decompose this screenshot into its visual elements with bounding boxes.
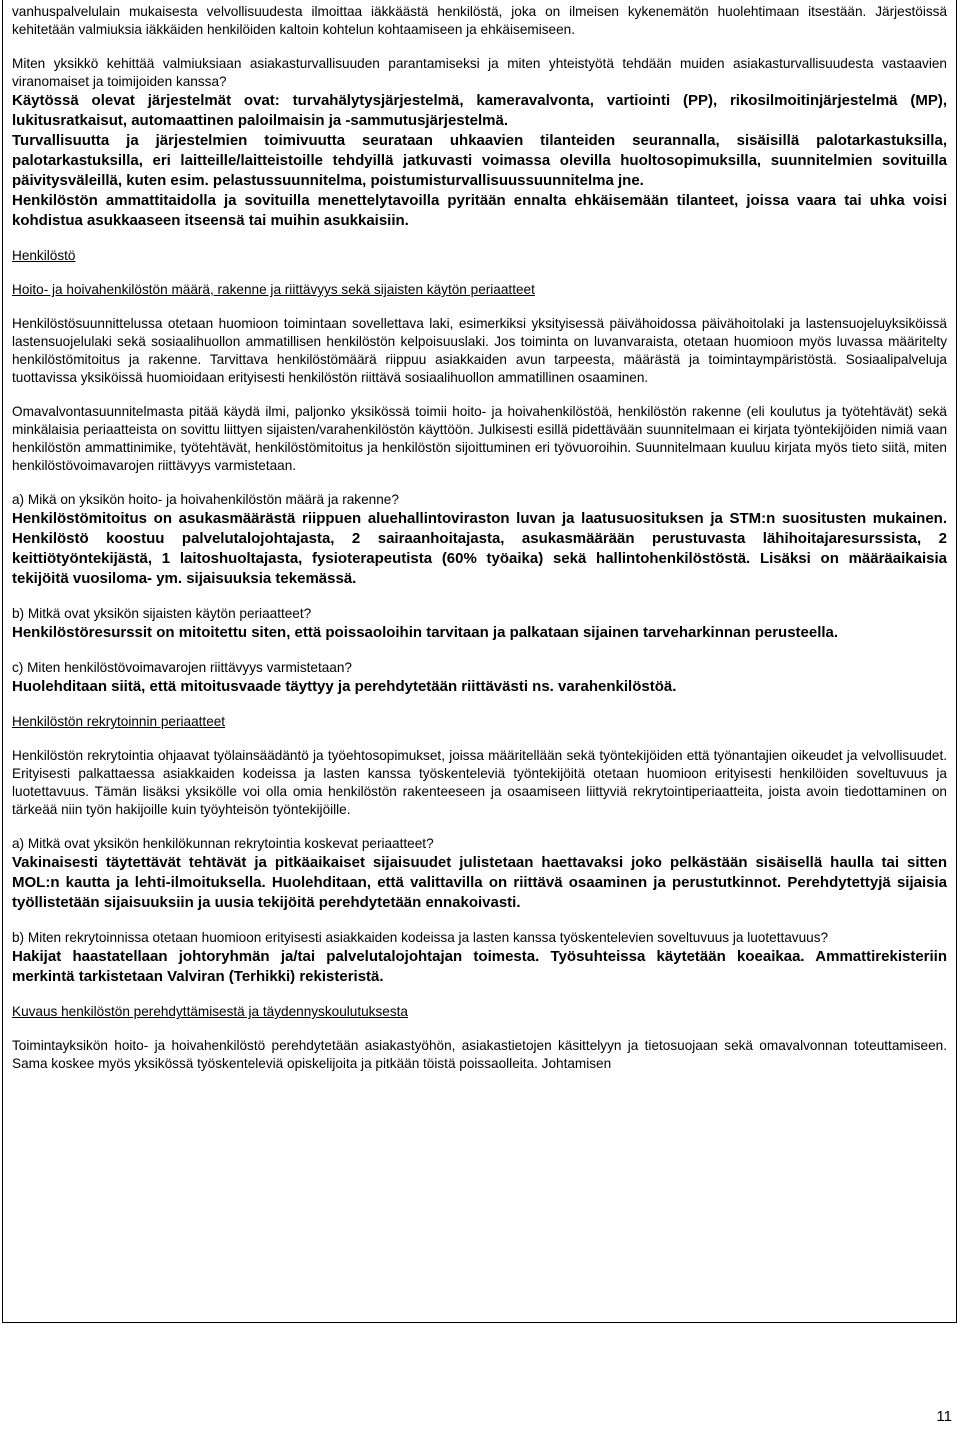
page-frame <box>2 0 957 1323</box>
question-b-substitutes: b) Mitkä ovat yksikön sijaisten käytön periaatteet? <box>12 606 312 621</box>
staff-planning-paragraph: Henkilöstösuunnittelussa otetaan huomioon toimintaan sovellettava laki, esimerkiksi yksityisessä päivähoidossa päivähoitolaki ja lastensuojeluyksiköissä lastensuojelulaki sekä sosiaalihuollon ammatillisen henkilöstön kelpoisuuslaki. Jos toiminta on luvanvaraista, otetaan huomioon myös luvassa määritelty henkilöstömitoitus ja rakenne. Tarvittava henkilöstömäärä riippuu asiakkaiden avun tarpeesta, määrästä ja toimintaympäristöstä. Sosiaalipalveluja tuottavissa yksiköissä huomioidaan erityisesti henkilöstön riittävä sosiaalihuollon ammatillinen osaaminen. <box>12 316 947 385</box>
question-a-staff-amount: a) Mikä on yksikön hoito- ja hoivahenkilöstön määrä ja rakenne? <box>12 492 399 507</box>
answer-c-sufficiency: Huolehditaan siitä, että mitoitusvaade täyttyy ja perehdytetään riittävästi ns. varahenkilöstöä. <box>12 678 677 695</box>
safety-answer-systems: Käytössä olevat järjestelmät ovat: turvahälytysjärjestelmä, kameravalvonta, vartiointi (PP), rikosilmoitinjärjestelmä (MP), lukitusratkaisut, automaattinen paloilmaisin ja -sammutusjärjestelmä. <box>12 92 947 129</box>
answer-b-substitutes: Henkilöstöresurssit on mitoitettu siten, että poissaoloihin tarvitaan ja palkataan sijainen tarveharkinnan perusteella. <box>12 624 839 641</box>
page-number: 11 <box>936 1408 952 1425</box>
answer-a-recruitment: Vakinaisesti täytettävät tehtävät ja pitkäaikaiset sijaisuudet julistetaan haettavaksi joko pelkästään sisäisellä haulla tai sitten MOL:n kautta ja lehti-ilmoituksella. Huolehditaan, että valittavilla on riittävä osaaminen ja perustutkinnot. Perehdytettyjä sijaisia työllistetään sijaisuuksiin ja uusia tekijöitä perehdytetään ennakoivasti. <box>12 854 947 911</box>
intro-paragraph: vanhuspalvelulain mukaisesta velvollisuudesta ilmoittaa iäkkäästä henkilöstä, joka on ilmeisen kykenemätön huolehtimaan itsestään. Järjestöissä kehitetään valmiuksia iäkkäiden henkilöiden kaltoin kohtelun kohtaamiseen ja ehkäisemiseen. <box>12 4 947 37</box>
safety-question: Miten yksikkö kehittää valmiuksiaan asiakasturvallisuuden parantamiseksi ja miten yhteistyötä tehdään muiden asiakasturvallisuudesta vastaavien viranomaiset ja toimijoiden kanssa? <box>12 56 947 89</box>
training-paragraph: Toimintayksikön hoito- ja hoivahenkilöstö perehdytetään asiakastyöhön, asiakastietojen käsittelyyn ja tietosuojaan sekä omavalvonnan toteuttamiseen. Sama koskee myös yksikössä työskenteleviä opiskelijoita ja pitkään töistä poissaolleita. Johtamisen <box>12 1038 947 1071</box>
recruitment-paragraph: Henkilöstön rekrytointia ohjaavat työlainsäädäntö ja työehtosopimukset, joissa määritellään sekä työntekijöiden että työnantajien oikeudet ja velvollisuudet. Erityisesti palkattaessa asiakkaiden kodeissa ja lasten kanssa työskenteleviä työntekijöitä otetaan huomioon erityisesti henkilöiden soveltuvuus ja luotettavuus. Tämän lisäksi yksikölle voi olla omia henkilöstön rakenteeseen ja osaamiseen liittyviä rekrytointiperiaatteita, joista avoin tiedottaminen on tärkeää niin työn hakijoille kuin työyhteisön työntekijöille. <box>12 748 947 817</box>
subheading-staff-amount: Hoito- ja hoivahenkilöstön määrä, rakenne ja riittävyys sekä sijaisten käytön periaatteet <box>12 282 535 297</box>
document-body <box>12 3 947 1073</box>
subheading-recruitment: Henkilöstön rekrytoinnin periaatteet <box>12 714 226 729</box>
answer-b-suitability: Hakijat haastatellaan johtoryhmän ja/tai palvelutalojohtajan toimesta. Työsuhteissa käytetään koeaikaa. Ammattirekisteriin merkintä tarkistetaan Valviran (Terhikki) rekisteristä. <box>12 948 947 985</box>
answer-a-staff-amount: Henkilöstömitoitus on asukasmäärästä riippuen aluehallintoviraston luvan ja laatusuosituksen ja STM:n suositusten mukainen. Henkilöstö koostuu palvelutalojohtajasta, 2 sairaanhoitajasta, asukasmäärään perustuvasta lähihoitajaresurssista, 2 keittiötyöntekijästä, 1 laitoshuoltajasta, fysioterapeutista (60% työaika) sekä hallintohenkilöstöstä. Lisäksi on määräaikaisia tekijöitä vuosiloma- ym. sijaisuuksia tekemässä. <box>12 510 947 587</box>
safety-answer-monitoring: Turvallisuutta ja järjestelmien toimivuutta seurataan uhkaavien tilanteiden seurannalla, sisäisillä palotarkastuksilla, palotarkastuksilla, eri laitteille/laitteistoille tehdyillä jatkuvasti voimassa olevilla huoltosopimuksilla, suunnitelmien sovituilla päivitysväleillä, kuten esim. pelastussuunnitelma, poistumisturvallisuussuunnitelma jne. <box>12 132 947 189</box>
question-b-suitability: b) Miten rekrytoinnissa otetaan huomioon erityisesti asiakkaiden kodeissa ja lasten kanssa työskentelevien soveltuvuus ja luotettavuus? <box>12 930 829 945</box>
question-a-recruitment: a) Mitkä ovat yksikön henkilökunnan rekrytointia koskevat periaatteet? <box>12 836 434 851</box>
question-c-sufficiency: c) Miten henkilöstövoimavarojen riittävyys varmistetaan? <box>12 660 352 675</box>
subheading-training: Kuvaus henkilöstön perehdyttämisestä ja täydennyskoulutuksesta <box>12 1004 408 1019</box>
section-heading-staff: Henkilöstö <box>12 248 76 263</box>
safety-answer-staff: Henkilöstön ammattitaidolla ja sovituilla menettelytavoilla pyritään ennalta ehkäisemään tilanteet, joissa vaara tai uhka voisi kohdistua asukkaaseen itseensä tai muihin asukkaisiin. <box>12 192 947 229</box>
self-monitoring-paragraph: Omavalvontasuunnitelmasta pitää käydä ilmi, paljonko yksikössä toimii hoito- ja hoivahenkilöstöä, henkilöstön rakenne (eli koulutus ja työtehtävät) sekä minkälaisia periaatteista on sovittu liittyen sijaisten/varahenkilöstön käyttöön. Julkisesti esillä pidettävään suunnitelmaan ei kirjata työntekijöiden nimiä vaan henkilöstön ammattinimike, työtehtävät, henkilöstömitoitus ja henkilöstön sijoittuminen eri työvuoroihin. Suunnitelmaan kuuluu kirjata myös tieto siitä, miten henkilöstövoimavarojen riittävyys varmistetaan. <box>12 404 947 473</box>
